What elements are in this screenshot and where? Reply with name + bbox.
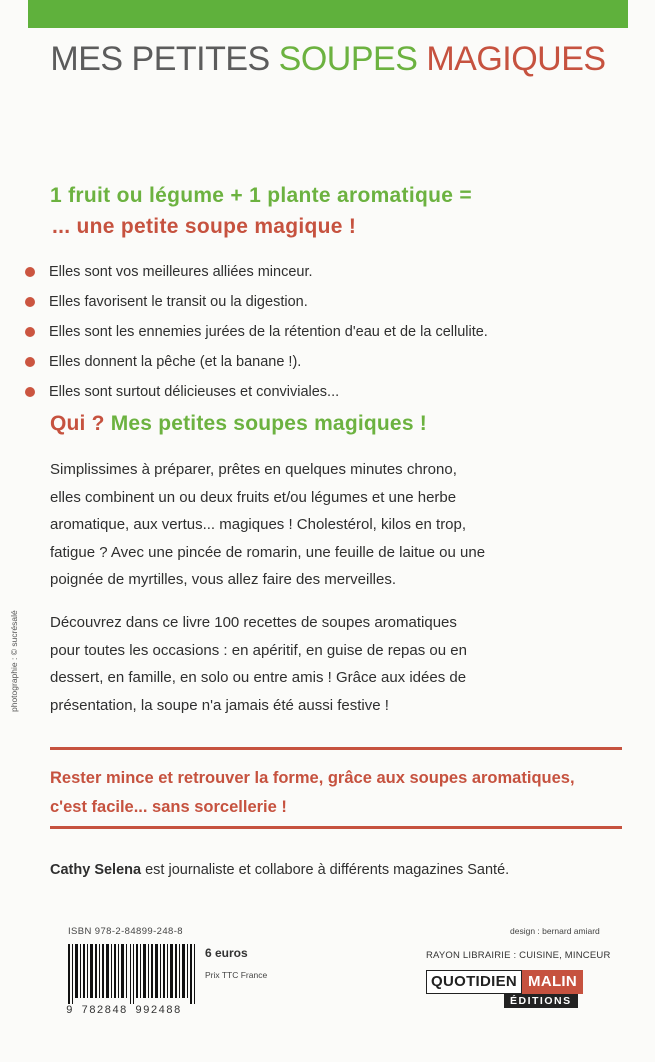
paragraph-line: aromatique, aux vertus... magiques ! Cholestérol, kilos en trop, (50, 516, 467, 533)
paragraph-line: pour toutes les occasions : en apéritif, en guise de repas ou en (50, 641, 467, 659)
bullet-dot-icon (25, 357, 35, 367)
publisher-logo (426, 970, 622, 1008)
bullet-dot-icon (25, 267, 35, 277)
qui-heading (50, 412, 427, 436)
headline-line-1: 1 fruit ou légume + 1 plante aromatique = (50, 184, 472, 207)
photo-credit: photographie : © sucrésalé (9, 610, 19, 712)
bullet-dot-icon (25, 327, 35, 337)
list-item-text: Elles sont surtout délicieuses et conviviales... (49, 384, 340, 400)
list-item (20, 382, 640, 412)
publisher-editions: ÉDITIONS (504, 994, 578, 1008)
slogan (50, 764, 630, 822)
paragraph-line: elles combinent un ou deux fruits et/ou légumes et une herbe (50, 488, 457, 506)
description-paragraph-1 (50, 456, 630, 594)
benefits-list (20, 262, 640, 412)
price-note: Prix TTC France (205, 970, 268, 980)
headline-line-2: ... une petite soupe magique ! (52, 215, 357, 238)
list-item-text: Elles sont les ennemies jurées de la rétention d'eau et de la cellulite. (49, 324, 488, 340)
paragraph-line: Simplissimes à préparer, prêtes en quelques minutes chrono, (50, 461, 457, 478)
barcode-icon (68, 944, 198, 1004)
slogan-line: Rester mince et retrouver la forme, grâce aux soupes aromatiques, (50, 769, 575, 787)
divider-top (50, 747, 622, 750)
qui-answer: Mes petites soupes magiques ! (110, 412, 427, 435)
publisher-malin: MALIN (522, 970, 583, 994)
isbn: ISBN 978-2-84899-248-8 (68, 926, 183, 937)
book-title (28, 40, 628, 79)
title-part-magiques: MAGIQUES (426, 40, 606, 78)
description-paragraph-2 (50, 609, 630, 719)
list-item (20, 292, 640, 322)
list-item-text: Elles donnent la pêche (et la banane !). (49, 354, 302, 370)
rayon-librairie: RAYON LIBRAIRIE : CUISINE, MINCEUR (426, 950, 611, 961)
title-part-soupes: SOUPES (278, 40, 427, 78)
divider-bottom (50, 826, 622, 829)
bullet-dot-icon (25, 387, 35, 397)
title-part-mes-petites: MES PETITES (50, 40, 279, 78)
design-credit: design : bernard amiard (510, 926, 600, 936)
list-item (20, 322, 640, 352)
publisher-logo-row (426, 970, 622, 994)
qui-question: Qui ? (50, 412, 111, 435)
author-bio: est journaliste et collabore à différents magazines Santé. (141, 862, 510, 878)
paragraph-line: dessert, en famille, en solo ou entre amis ! Grâce aux idées de (50, 669, 467, 686)
list-item-text: Elles favorisent le transit ou la digestion. (49, 294, 308, 310)
paragraph-line: Découvrez dans ce livre 100 recettes de soupes aromatiques (50, 614, 457, 631)
list-item (20, 352, 640, 382)
paragraph-line: présentation, la soupe n'a jamais été aussi festive ! (50, 696, 389, 714)
list-item-text: Elles sont vos meilleures alliées minceur. (49, 264, 313, 280)
barcode-digits: 9 782848 992488 (66, 1005, 182, 1017)
author-name: Cathy Selena (50, 862, 142, 878)
publisher-quotidien: QUOTIDIEN (426, 970, 522, 994)
paragraph-line: fatigue ? Avec une pincée de romarin, une feuille de laitue ou une (50, 543, 486, 561)
price: 6 euros (205, 946, 248, 960)
slogan-line: c'est facile... sans sorcellerie ! (50, 798, 287, 816)
author-note (50, 862, 509, 878)
bullet-dot-icon (25, 297, 35, 307)
list-item (20, 262, 640, 292)
green-top-band (28, 0, 628, 28)
paragraph-line: poignée de myrtilles, vous allez faire des merveilles. (50, 571, 396, 588)
